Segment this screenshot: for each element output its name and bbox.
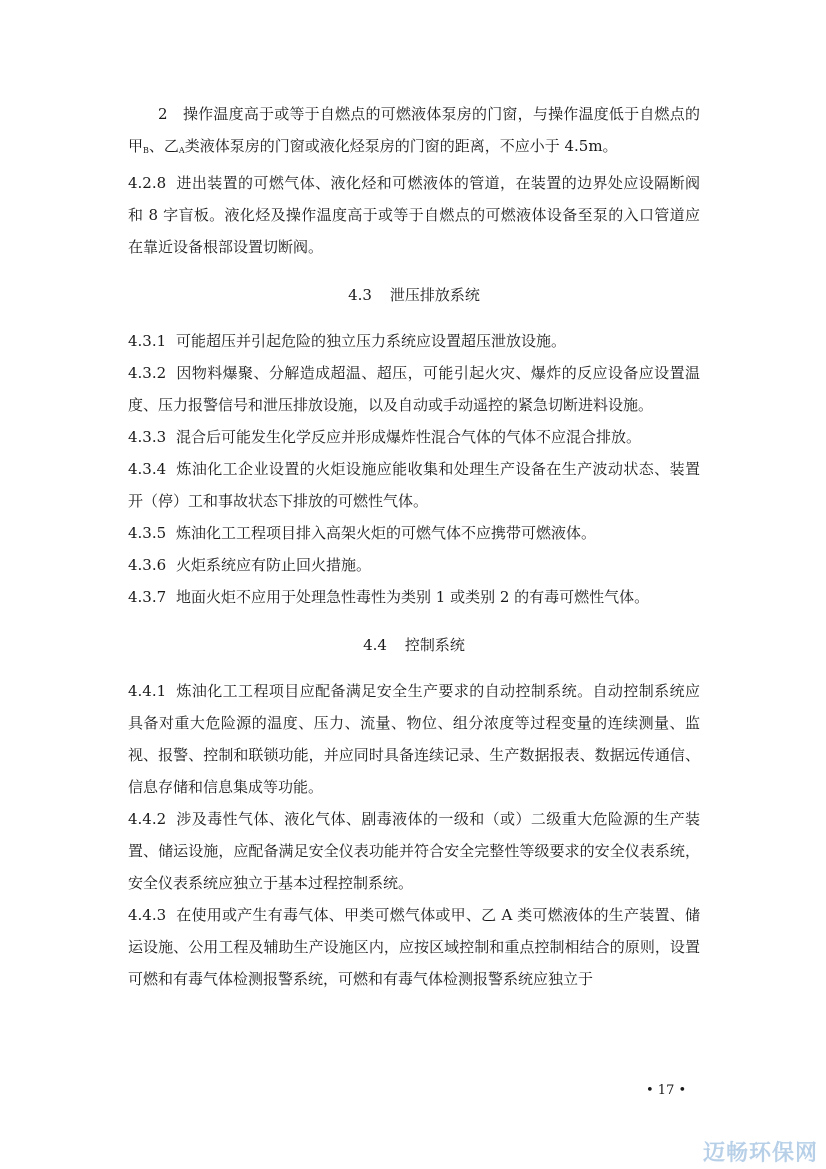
clause-paragraph <box>128 581 700 613</box>
clause-paragraph <box>128 899 700 995</box>
subscript-a: A <box>178 146 185 155</box>
clause-paragraph <box>128 453 700 517</box>
clause-text: 火炬系统应有防止回火措施。 <box>176 556 372 574</box>
section-title: 控制系统 <box>404 636 465 654</box>
clause-number: 4.3.7 <box>128 588 167 606</box>
clause-paragraph <box>128 421 700 453</box>
clause-paragraph <box>128 549 700 581</box>
section-4-4-clauses <box>128 675 700 995</box>
section-number: 4.4 <box>363 636 387 654</box>
document-body <box>128 98 700 995</box>
item-2-text-a: 2 操作温度高于或等于自燃点的可燃液体泵房的门窗，与操作温度低于自燃点的甲 <box>128 105 700 155</box>
section-4-3-clauses <box>128 325 700 613</box>
clause-text: 因物料爆聚、分解造成超温、超压，可能引起火灾、爆炸的反应设备应设置温度、压力报警信号和泄压排放设施，以及自动或手动遥控的紧急切断进料设施。 <box>128 364 700 414</box>
clause-number: 4.3.2 <box>128 364 167 382</box>
subscript-b: B <box>143 146 149 155</box>
clause-text: 可能超压并引起危险的独立压力系统应设置超压泄放设施。 <box>176 332 567 350</box>
section-heading-4-3 <box>128 279 700 311</box>
clause-text: 进出装置的可燃气体、液化烃和可燃液体的管道，在装置的边界处应设隔断阀和 8 字盲板。液化烃及操作温度高于或等于自燃点的可燃液体设备至泵的入口管道应在靠近设备根部设置切断阀。 <box>128 174 700 256</box>
clause-text: 炼油化工企业设置的火炬设施应能收集和处理生产设备在生产波动状态、装置开（停）工和事故状态下排放的可燃性气体。 <box>128 460 700 510</box>
clause-paragraph <box>128 325 700 357</box>
item-2-text-b: 、乙 <box>148 137 179 155</box>
section-heading-4-4 <box>128 629 700 661</box>
clause-text: 地面火炬不应用于处理急性毒性为类别 1 或类别 2 的有毒可燃性气体。 <box>176 588 650 606</box>
clause-number: 4.3.3 <box>128 428 167 446</box>
clause-text: 炼油化工工程项目应配备满足安全生产要求的自动控制系统。自动控制系统应具备对重大危险源的温度、压力、流量、物位、组分浓度等过程变量的连续测量、监视、报警、控制和联锁功能，并应同时具备连续记录、生产数据报表、数据远传通信、信息存储和信息集成等功能。 <box>128 682 700 796</box>
clause-number: 4.3.6 <box>128 556 167 574</box>
clause-number: 4.4.3 <box>128 906 167 924</box>
clause-paragraph <box>128 675 700 803</box>
clause-number: 4.3.5 <box>128 524 167 542</box>
item-2-paragraph <box>128 98 700 167</box>
watermark-logo-text: 迈畅环保网 <box>702 1141 818 1166</box>
clause-number: 4.4.1 <box>128 682 167 700</box>
clause-paragraph <box>128 357 700 421</box>
page-number: • 17 • <box>646 1083 687 1098</box>
clause-text: 涉及毒性气体、液化气体、剧毒液体的一级和（或）二级重大危险源的生产装置、储运设施，应配备满足安全仪表功能并符合安全完整性等级要求的安全仪表系统，安全仪表系统应独立于基本过程控制系统。 <box>128 810 700 892</box>
clause-text: 在使用或产生有毒气体、甲类可燃气体或甲、乙 A 类可燃液体的生产装置、储运设施、公用工程及辅助生产设施区内，应按区域控制和重点控制相结合的原则，设置可燃和有毒气体检测报警系统，可燃和有毒气体检测报警系统应独立于 <box>128 906 700 988</box>
clause-number: 4.4.2 <box>128 810 167 828</box>
clause-paragraph <box>128 803 700 899</box>
clause-paragraph <box>128 517 700 549</box>
section-number: 4.3 <box>348 286 372 304</box>
clause-number: 4.2.8 <box>128 174 167 192</box>
item-2-text-c: 类液体泵房的门窗或液化烃泵房的门窗的距离，不应小于 4.5m。 <box>184 137 618 155</box>
clause-number: 4.3.4 <box>128 460 167 478</box>
clause-number: 4.3.1 <box>128 332 167 350</box>
clause-text: 炼油化工工程项目排入高架火炬的可燃气体不应携带可燃液体。 <box>176 524 597 542</box>
clause-text: 混合后可能发生化学反应并形成爆炸性混合气体的气体不应混合排放。 <box>176 428 642 446</box>
section-title: 泄压排放系统 <box>389 286 480 304</box>
clause-4-2-8 <box>128 167 700 263</box>
